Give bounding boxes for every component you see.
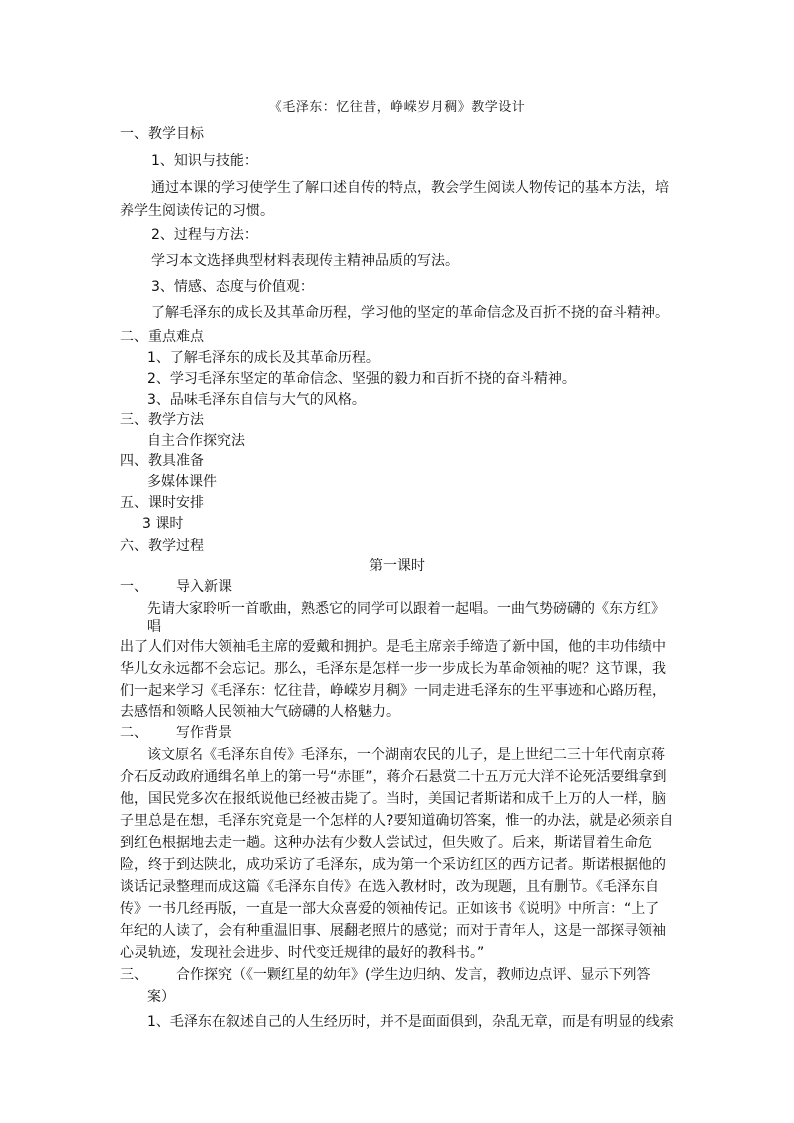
subheading-knowledge-skills: 1、知识与技能： [151,153,258,169]
paragraph-line: 案） [147,989,175,1005]
paragraph-line: 去感悟和领略人民领袖大气磅礴的人格魅力。 [120,704,400,720]
paragraph-line: 3 课时 [142,516,184,532]
paragraph-line: 了解毛泽东的成长及其革命历程，学习他的坚定的革命信念及百折不挠的奋斗精神。 [151,305,669,321]
paragraph-line: 出了人们对伟大领袖毛主席的爱戴和拥护。是毛主席亲手缔造了新中国，他的丰功伟绩中 [120,639,666,655]
step-heading: 合作探究（《一颗红星的幼年》(学生边归纳、发言，教师边点评、显示下列答 [176,967,651,983]
paragraph-line: 通过本课的学习使学生了解口述自传的特点，教会学生阅读人物传记的基本方法，培 [151,180,669,196]
paragraph-line: 到红色根据地去走一趟。这种办法有少数人尝试过，但失败了。后来，斯诺冒着生命危 [120,835,652,851]
step-heading: 导入新课 [176,579,232,595]
paragraph-line: 子里总是在想，毛泽东究竟是一个怎样的人?要知道确切答案，惟一的办法，就是必须亲自 [120,813,674,829]
paragraph-line: 多媒体课件 [147,474,217,490]
section-heading-materials: 四、教具准备 [120,453,204,469]
paragraph-line: 唱 [147,619,161,635]
paragraph-line: 学习本文选择典型材料表现传主精神品质的写法。 [151,253,459,269]
paragraph-line: 养学生阅读传记的习惯。 [120,203,274,219]
list-item: 2、学习毛泽东坚定的革命信念、坚强的毅力和百折不挠的奋斗精神。 [147,371,576,387]
paragraph-line: 1、毛泽东在叙述自己的人生经历时，并不是面面俱到，杂乱无章，而是有明显的线索 [147,1014,674,1030]
subheading-process-method: 2、过程与方法： [151,227,258,243]
paragraph-line: 自主合作探究法 [147,433,245,449]
section-heading-schedule: 五、课时安排 [120,495,204,511]
section-heading-methods: 三、教学方法 [120,412,204,428]
paragraph-line: 该文原名《毛泽东自传》毛泽东，一个湖南农民的儿子，是上世纪二三十年代南京蒋 [147,747,665,763]
step-heading: 写作背景 [176,725,232,741]
paragraph-line: 介石反动政府通缉名单上的第一号“赤匪”，蒋介石悬赏二十五万元大洋不论死活要缉拿到 [120,769,667,785]
step-number: 二、 [120,725,148,741]
paragraph-line: 心灵轨迹，发现社会进步、时代变迁规律的最好的教科书。” [120,945,485,961]
list-item: 3、品味毛泽东自信与大气的风格。 [147,392,366,408]
paragraph-line: 年纪的人读了，会有种重温旧事、展翻老照片的感觉；而对于青年人，这是一部探寻领袖 [120,923,666,939]
section-heading-key-points: 二、重点难点 [120,329,204,345]
paragraph-line: 先请大家聆听一首歌曲，熟悉它的同学可以跟着一起唱。一曲气势磅礴的《东方红》 [147,601,665,617]
section-heading-process: 六、教学过程 [120,538,204,554]
lesson-heading: 第一课时 [369,558,425,574]
paragraph-line: 们一起来学习《毛泽东：忆往昔，峥嵘岁月稠》一同走进毛泽东的生平事迹和心路历程， [120,683,666,699]
step-number: 一、 [120,579,148,595]
paragraph-line: 华儿女永远都不会忘记。那么，毛泽东是怎样一步一步成长为革命领袖的呢？这节课，我 [120,661,666,677]
paragraph-line: 险，终于到达陕北，成功采访了毛泽东，成为第一个采访红区的西方记者。斯诺根据他的 [120,857,666,873]
step-number: 三、 [120,967,148,983]
paragraph-line: 传》一书几经再版，一直是一部大众喜爱的领袖传记。正如该书《说明》中所言：“上了 [120,901,660,917]
section-heading-objectives: 一、教学目标 [120,126,204,142]
paragraph-line: 他，国民党多次在报纸说他已经被击毙了。当时，美国记者斯诺和成千上万的人一样，脑 [120,791,666,807]
list-item: 1、了解毛泽东的成长及其革命历程。 [147,350,380,366]
document-title: 《毛泽东：忆往昔，峥嵘岁月稠》教学设计 [268,100,526,115]
subheading-emotion-values: 3、情感、态度与价值观： [151,279,314,295]
paragraph-line: 谈话记录整理而成这篇《毛泽东自传》在选入教材时，改为现题，且有删节。《毛泽东自 [120,879,659,895]
